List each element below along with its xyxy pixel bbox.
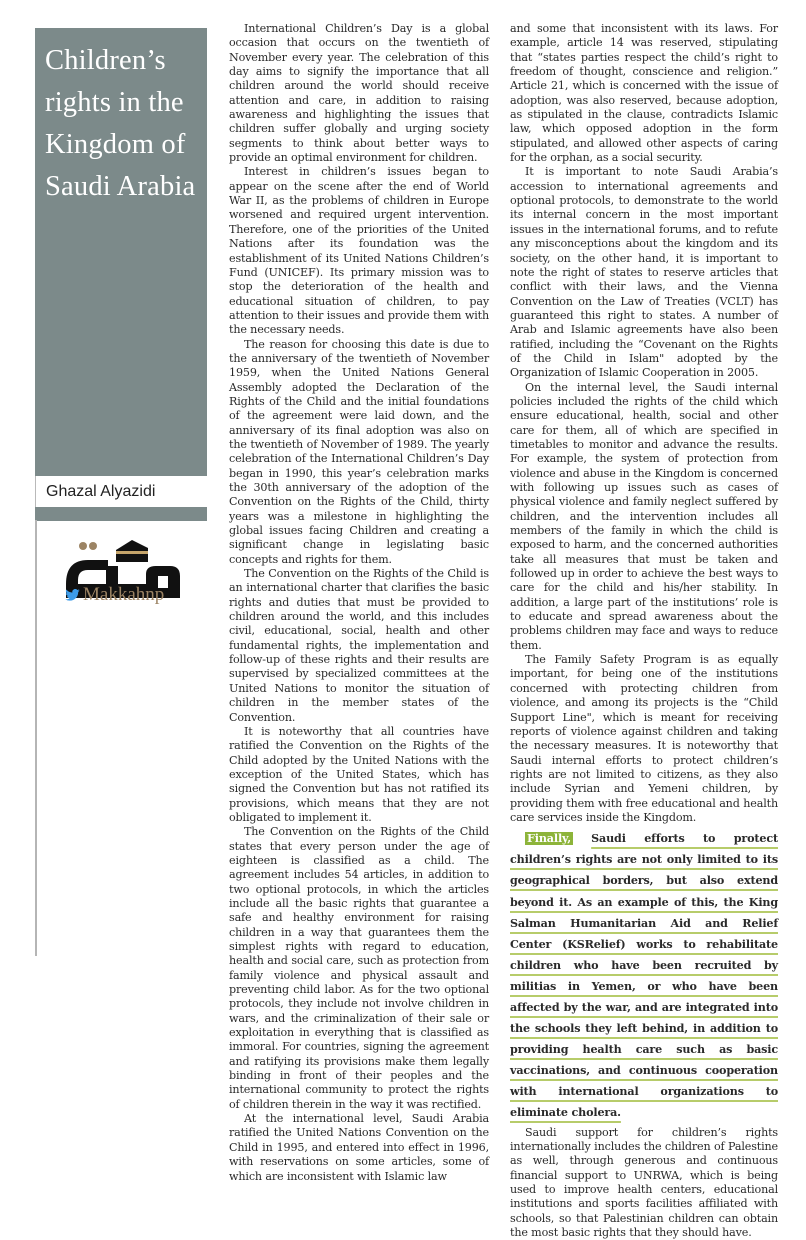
highlight-text: Saudi efforts to protect children’s rights are not only limited to its geographical borders, but also extend beyond it. As an example of this, the King Salman Humanitarian Aid and Relief Center (KSRelief) works to rehabilitate children who have been recruited by militias in Yemen, or who have been affected by the war, and are integrated into the schools they left behind, in addition to providing health care such as basic vaccinations, and continuous cooperation with international organizations to eliminate cholera.	[510, 832, 778, 1120]
author-name: Ghazal Alyazidi	[46, 482, 156, 500]
paragraph: It is noteworthy that all countries have ratified the Convention on the Rights of the Child adopted by the United Nations with the exception of the United States, which has signed the Convention but has not ratified its provisions, which means that they are not obligated to implement it.	[229, 724, 489, 824]
title-panel	[35, 28, 207, 459]
logo-kaaba-band	[116, 551, 148, 554]
twitter-bird-icon	[65, 589, 80, 601]
twitter-handle: Makkahnp	[83, 584, 165, 605]
article-title: Children’s rights in the Kingdom of Saudi Arabia	[45, 45, 196, 202]
paragraph: International Children’s Day is a global occasion that occurs on the twentieth of November every year. The celebration of this day aims to signify the importance that all children around the world should receive attention and care, in addition to raising awareness and highlighting the issues that children suffer globally and urging society segments to think about better ways to provide an optimal environment for children.	[229, 22, 489, 165]
paragraph: The Convention on the Rights of the Child states that every person under the age of eighteen is classified as a child. The agreement includes 54 articles, in addition to two optional protocols, in which the articles include all the basic rights that guarantee a safe and healthy environment for raising children in a way that guarantees them the simplest rights with regard to education, health and social care, such as protection from family violence and physical assault and preventing child labor. As for the two optional protocols, they include not involve children in wars, and the criminalization of their sale or exploitation in everything that is classified as immoral. For countries, signing the agreement and ratifying its provisions make them legally binding in front of their peoples and the international community to protect the rights of children therein in the way it was rectified.	[229, 825, 489, 1111]
article-column-1	[229, 22, 489, 1184]
author-band	[35, 476, 207, 507]
sidebar	[35, 28, 207, 521]
paragraph: The Convention on the Rights of the Child is an international charter that clarifies the basic rights and duties that must be provided to children around the world, and this includes civil, educational, social, health and other fundamental rights, the implementation and follow-up of these rights and their results are supervised by specialized committees at the United Nations to monitor the situation of children in the member states of the Convention.	[229, 567, 489, 724]
article-column-2	[510, 22, 778, 1240]
logo-dot-right	[89, 542, 97, 550]
paragraph-continuation: and some that inconsistent with its laws. For example, article 14 was reserved, stipulating that “states parties respect the child’s right to freedom of thought, conscience and religion.” Article 21, which is concerned with the issue of adoption, was also reserved, because adoption, as stipulated in the clause, contradicts Islamic law, which opposed adoption in the form stipulated, and allowed other aspects of caring for the orphan, as a social security.	[510, 22, 778, 165]
logo-handle	[65, 584, 164, 606]
paragraph: The reason for choosing this date is due to the anniversary of the twentieth of November 1959, when the United Nations General Assembly adopted the Declaration of the Rights of the Child and the initial foundations of the agreement were laid down, and the anniversary of its final adoption was also on the twentieth of November of 1989. The yearly celebration of the International Children’s Day began in 1990, this year’s celebration marks the 30th anniversary of the adoption of the Convention on the Rights of the Child, thirty years was a milestone in highlighting the global issues facing Children and creating a significant change in legislating basic concepts and rights for them.	[229, 337, 489, 566]
highlighted-paragraph	[510, 828, 778, 1123]
paragraph: It is important to note Saudi Arabia’s accession to international agreements and optional protocols, to demonstrate to the world its internal concern in the most important issues in the international forums, and to refute any misconceptions about the kingdom and its society, on the other hand, it is important to note the right of states to reserve articles that conflict with their laws, and the Vienna Convention on the Law of Treaties (VCLT) has guaranteed this right to states. A number of Arab and Islamic agreements have also been ratified, including the “Covenant on the Rights of the Child in Islam" adopted by the Organization of Islamic Cooperation in 2005.	[510, 165, 778, 380]
paragraph: Saudi support for children’s rights internationally includes the children of Palestine as well, through generous and continuous financial support to UNRWA, which is being used to improve health centers, educational institutions and sports facilities affiliated with schools, so that Palestinian children can obtain the most basic rights that they should have.	[510, 1125, 778, 1239]
author-divider	[35, 507, 207, 521]
paragraph: Interest in children’s issues began to appear on the scene after the end of World War II, as the problems of children in Europe worsened and required urgent intervention. Therefore, one of the priorities of the United Nations after its foundation was the establishment of its United Nations Children’s Fund (UNICEF). Its primary mission was to stop the deterioration of the health and educational situation of children, to pay attention to their issues and provide them with the necessary needs.	[229, 165, 489, 337]
paragraph: The Family Safety Program is as equally important, for being one of the institutions concerned with protecting children from violence, and among its projects is the “Child Support Line", which is meant for receiving reports of violence against children and taking the necessary measures. It is noteworthy that Saudi internal efforts to protect children’s rights are not limited to citizens, as they also include Syrian and Yemeni children, by providing them with free educational and health care services inside the Kingdom.	[510, 653, 778, 824]
logo-dot-left	[79, 542, 87, 550]
paragraph: At the international level, Saudi Arabia ratified the United Nations Convention on the Child in 1995, and entered into effect in 1996, with reservations on some articles, some of which are inconsistent with Islamic law	[229, 1112, 489, 1183]
highlight-lead: Finally,	[527, 832, 572, 846]
title-panel-footer	[35, 459, 207, 476]
sidebar-rule	[35, 520, 37, 956]
paragraph: On the internal level, the Saudi internal policies included the rights of the child which ensure educational, health, social and other care for them, all of which are specified in timetables to monitor and advance the results. For example, the system of protection from violence and abuse in the Kingdom is concerned with following up issues such as cases of physical violence and family neglect suffered by children, and the intervention includes all members of the family in which the child is exposed to harm, and the concerned authorities take all measures that must be taken and followed up in order to achieve the best ways to care for the child and his/her stability. In addition, a large part of the institutions’ role is to educate and spread awareness about the problems children may face and ways to reduce them.	[510, 380, 778, 652]
